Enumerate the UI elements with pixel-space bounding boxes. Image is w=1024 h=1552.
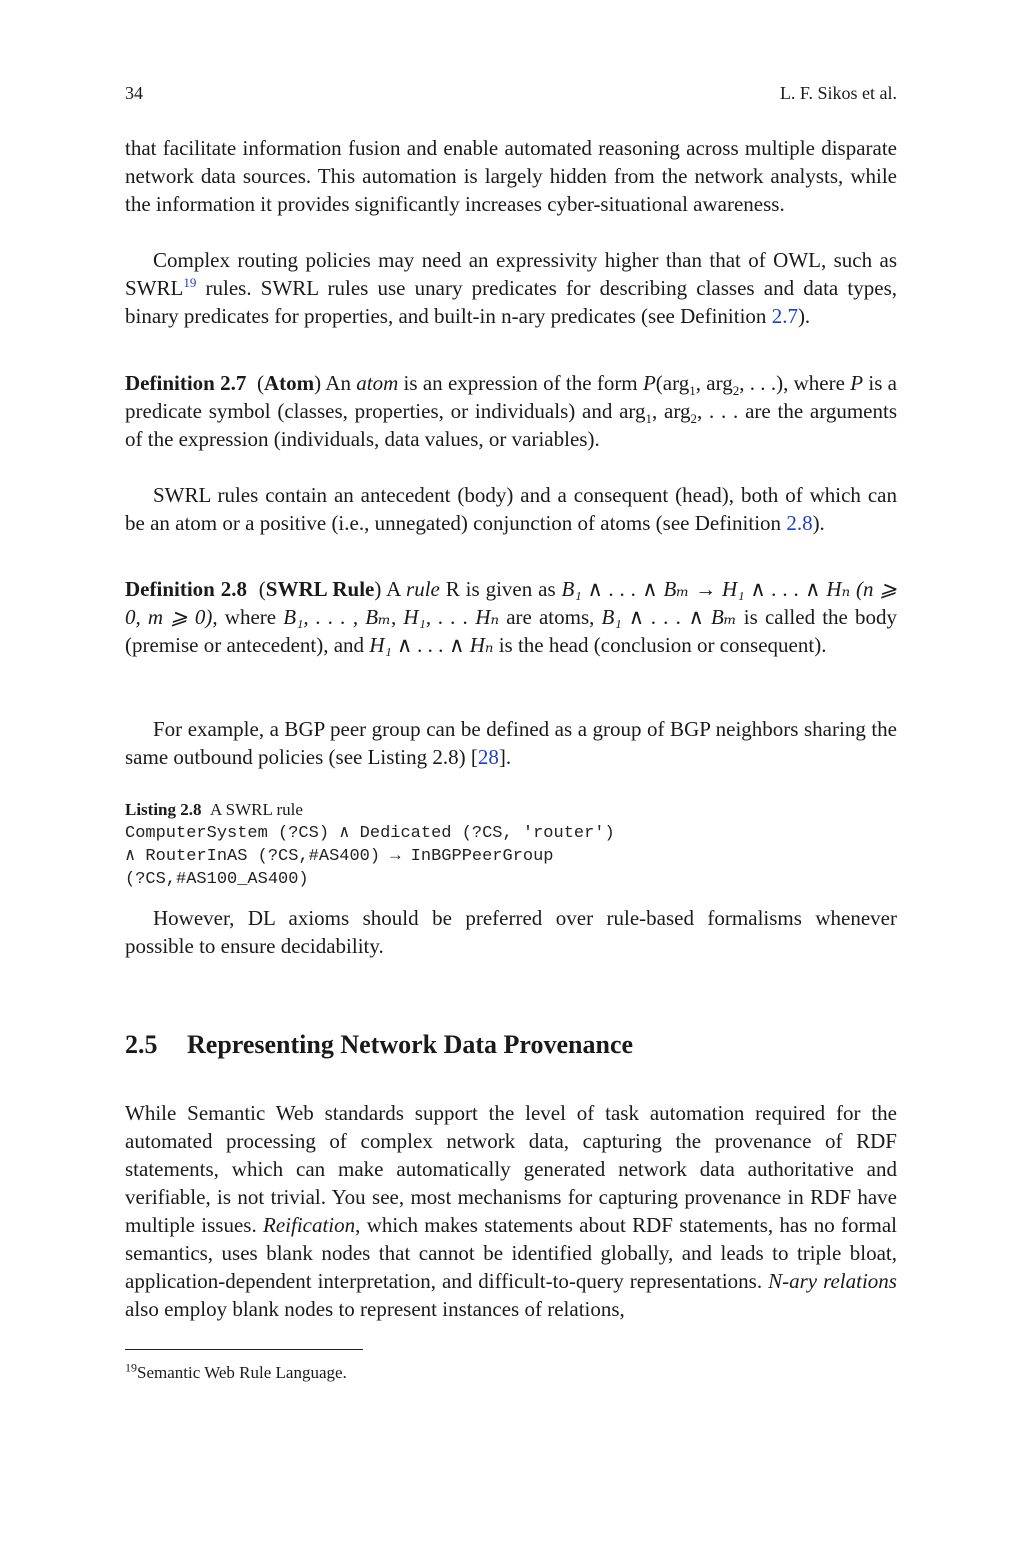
code-line-1: ComputerSystem (?CS) ∧ Dedicated (?CS, 'router') — [125, 824, 615, 843]
citation-28[interactable]: 28 — [477, 745, 499, 769]
formula: B₁ ∧ . . . ∧ Bₘ — [601, 605, 737, 629]
definition-2-8: Definition 2.8 (SWRL Rule) A rule R is given as B₁ ∧ . . . ∧ Bₘ → H₁ ∧ . . . ∧ Hₙ (n ⩾ 0, m ⩾ 0), where B₁, . . . , Bₘ, H₁, . . . Hₙ are atoms, B₁ ∧ . . . ∧ Bₘ is called the body (premise or antecedent), and H₁ ∧ . . . ∧ Hₙ is the head (conclusion or consequent). — [125, 577, 898, 657]
definition-ref-2-7[interactable]: 2.7 — [771, 304, 798, 328]
paragraph-2: Complex routing policies may need an expressivity higher than that of OWL, such as SWRL$^{19}$ rules. SWRL rules use unary predicates for describing classes and data types, binary predicates for properties, and built-in n-ary predicates (see Definition 2.7). — [125, 248, 897, 328]
paragraph-4: For example, a BGP peer group can be defined as a group of BGP neighbors sharing the same outbound policies (see Listing 2.8) [28]. — [125, 717, 897, 769]
definition-label: Definition 2.7 — [125, 371, 247, 395]
definition-name: SWRL Rule — [265, 577, 375, 601]
paragraph-5: However, DL axioms should be preferred over rule-based formalisms whenever possible to ensure decidability. — [125, 906, 897, 958]
definition-ref-2-8[interactable]: 2.8 — [786, 511, 813, 535]
paragraph-1: that facilitate information fusion and enable automated reasoning across multiple disparate network data sources. This automation is largely hidden from the network analysts, while the information it provides significantly increases cyber-situational awareness. — [125, 136, 897, 216]
running-authors: L. F. Sikos et al. — [779, 83, 897, 103]
paragraph-6: While Semantic Web standards support the level of task automation required for the automated processing of complex network data, capturing the provenance of RDF statements, which can make automatically generated network data authoritative and verifiable, is not trivial. You see, most mechanisms for capturing provenance in RDF have multiple issues. Reification, which makes statements about RDF statements, has no formal semantics, uses blank nodes that cannot be identified globally, and leads to triple bloat, application-dependent interpretation, and difficult-to-query representations. N-ary relations also employ blank nodes to represent instances of relations, — [125, 1101, 897, 1321]
code-line-2: ∧ RouterInAS (?CS,#AS400) → InBGPPeerGroup — [125, 847, 554, 866]
page-number: 34 — [125, 83, 143, 103]
paragraph-3: SWRL rules contain an antecedent (body) and a consequent (head), both of which can be an atom or a positive (i.e., unnegated) conjunction of atoms (see Definition 2.8). — [125, 483, 897, 535]
footnote-text: Semantic Web Rule Language. — [137, 1363, 347, 1382]
listing-caption — [125, 799, 303, 821]
definition-name: Atom — [263, 371, 315, 395]
footnote-number: 19 — [125, 1360, 137, 1375]
footnote-19 — [125, 1362, 347, 1384]
footnote-ref-19[interactable]: 19 — [183, 275, 197, 290]
formula: B₁ ∧ . . . ∧ Bₘ → H₁ ∧ . . . ∧ Hₙ (n ⩾ 0, m ⩾ 0) — [125, 577, 897, 629]
listing-label: Listing 2.8 — [125, 800, 202, 819]
section-heading — [125, 1028, 633, 1062]
footnote-rule — [125, 1349, 363, 1350]
section-number: 2.5 — [125, 1030, 158, 1059]
formula: H₁ ∧ . . . ∧ Hₙ — [369, 633, 494, 657]
formula: B₁, . . . , Bₘ, H₁, . . . Hₙ — [283, 605, 500, 629]
code-line-3: (?CS,#AS100_AS400) — [125, 870, 309, 889]
definition-2-7: Definition 2.7 (Atom) An atom is an expression of the form P(arg$_1$, arg$_2$, . . .), where P is a predicate symbol (classes, properties, or individuals) and arg$_1$, arg$_2$, . . . are the arguments of the expression (individuals, data values, or variables). — [125, 371, 898, 451]
section-title: Representing Network Data Provenance — [187, 1030, 634, 1059]
definition-label: Definition 2.8 — [125, 577, 247, 601]
listing-title: A SWRL rule — [210, 800, 303, 819]
